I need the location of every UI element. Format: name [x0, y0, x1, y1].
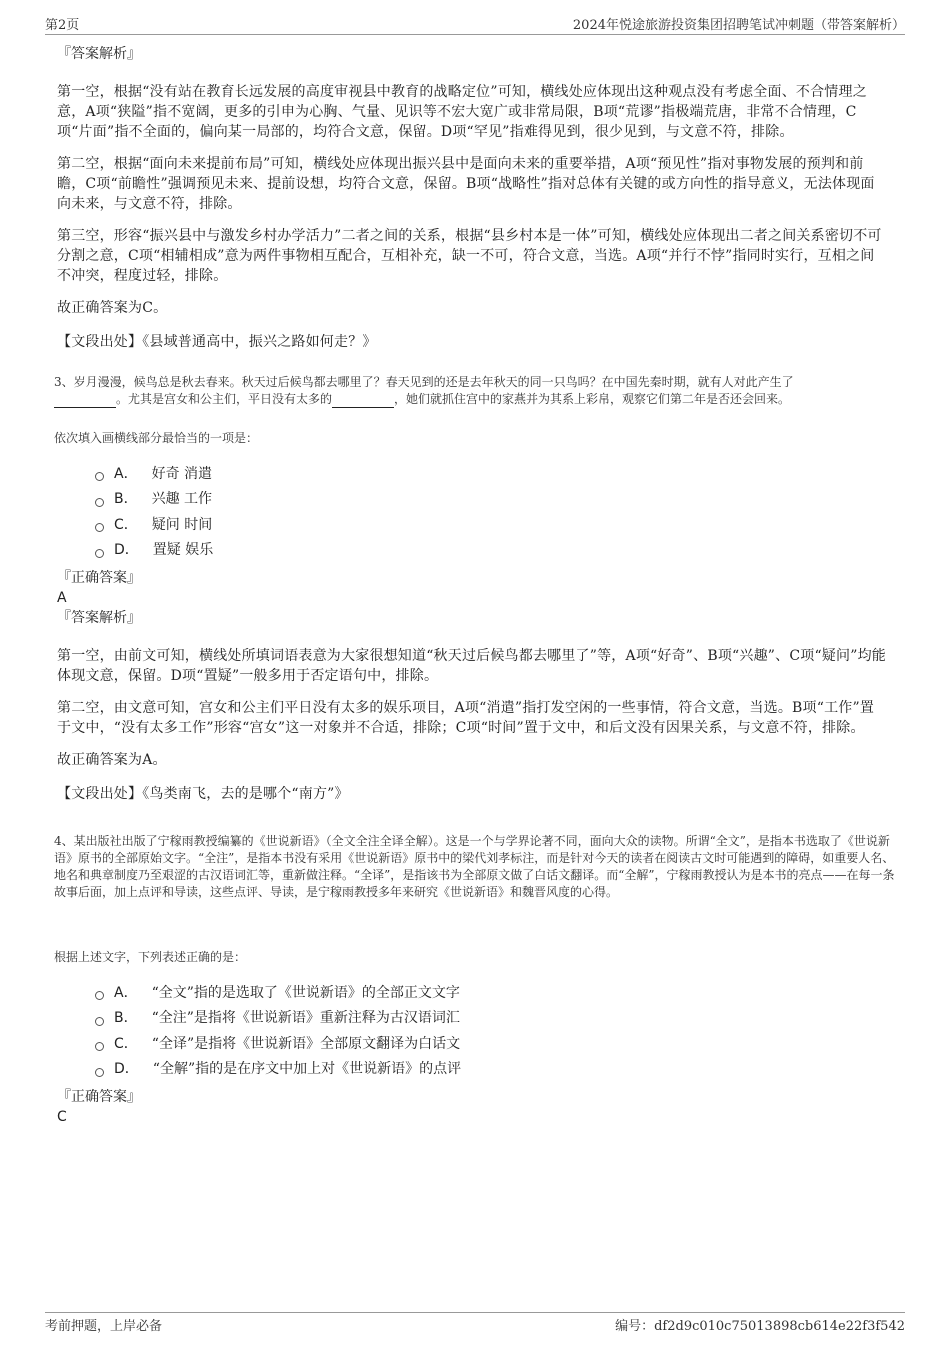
option-letter: B． [114, 1010, 138, 1027]
question-3-options [95, 461, 213, 563]
option-b[interactable] [95, 487, 213, 513]
document-title: 2024年悦途旅游投资集团招聘笔试冲刺题（带答案解析） [572, 18, 905, 33]
option-text: 兴趣 工作 [151, 491, 213, 508]
radio-icon[interactable] [95, 549, 104, 558]
page-number: 第2页 [45, 18, 80, 33]
radio-icon[interactable] [95, 523, 104, 532]
answer-label: 『正确答案』 [57, 1089, 141, 1105]
question-3-answer [57, 568, 887, 804]
option-a[interactable] [95, 980, 461, 1006]
analysis-label: 『答案解析』 [57, 46, 141, 62]
question-number: 3、 [54, 375, 74, 389]
option-text: 置疑 娱乐 [152, 542, 214, 559]
question-text: 岁月漫漫，候鸟总是秋去春来。秋天过后候鸟都去哪里了？春天见到的还是去年秋天的同一只鸟吗？在中国先秦时期，就有人对此产生了 [73, 375, 794, 389]
option-a[interactable] [95, 461, 213, 487]
option-text: “全解”指的是在序文中加上对《世说新语》的点评 [152, 1061, 462, 1078]
analysis-label: 『答案解析』 [57, 610, 141, 626]
q2-analysis [57, 44, 883, 352]
source-citation: 【文段出处】《鸟类南飞，去的是哪个“南方”》 [57, 786, 349, 802]
question-instruction: 依次填入画横线部分最恰当的一项是： [54, 431, 259, 445]
option-d[interactable] [95, 1057, 461, 1083]
analysis-paragraph: 第三空，形容“振兴县中与激发乡村办学活力”二者之间的关系，根据“县乡村本是一体”可知，横线处应体现出二者之间关系密切不可分割之意，C项“相辅相成”意为两件事物相互配合，互相补充，缺一不可，符合文意，当选。A项“并行不悖”指同时实行，互相之间不冲突，程度过轻，排除。 [57, 228, 882, 284]
correct-answer: C [57, 1109, 67, 1125]
option-text: “全文”指的是选取了《世说新语》的全部正文文字 [151, 984, 460, 1001]
option-b[interactable] [95, 1006, 461, 1032]
conclusion: 故正确答案为C。 [57, 300, 168, 316]
option-letter: D． [114, 1061, 139, 1078]
radio-icon[interactable] [95, 1068, 104, 1077]
radio-icon[interactable] [95, 991, 104, 1000]
blank-line [332, 395, 394, 408]
option-text: “全译”是指将《世说新语》全部原文翻译为白话文 [151, 1035, 461, 1052]
question-text: 4、某出版社出版了宁稼雨教授编纂的《世说新语》（全文全注全译全解）。这是一个与学界论著不同，面向大众的读物。所谓“全文”，是指本书选取了《世说新语》原书的全部原始文字。“全注”，是指本书没有采用《世说新语》原书中的梁代刘孝标注，而是针对今天的读者在阅读古文时可能遇到的障碍，如重要人名、地名和典章制度乃至艰涩的古汉语词汇等，重新做注释。“全译”，是指该书为全部原文做了白话文翻译。而“全解”，宁稼雨教授认为是本书的亮点——在每一条故事后面，加上点评和导读，这些点评、导读，是宁稼雨教授多年来研究《世说新语》和魏晋风度的心得。 [54, 834, 895, 899]
radio-icon[interactable] [95, 1042, 104, 1051]
radio-icon[interactable] [95, 1017, 104, 1026]
answer-label: 『正确答案』 [57, 570, 141, 586]
option-text: 好奇 消遣 [151, 465, 213, 482]
radio-icon[interactable] [95, 498, 104, 507]
radio-icon[interactable] [95, 472, 104, 481]
footer-slogan: 考前押题，上岸必备 [45, 1319, 163, 1334]
analysis-paragraph: 第一空，根据“没有站在教育长远发展的高度审视县中教育的战略定位”可知，横线处应体现出这种观点没有考虑全面、不合情理之意，A项“狭隘”指不宽阔，更多的引申为心胸、气量、见识等不宏大宽广或非常局限，B项“荒谬”指极端荒唐，非常不合情理，C项“片面”指不全面的，偏向某一局部的，均符合文意，保留。D项“罕见”指难得见到，很少见到，与文意不符，排除。 [57, 84, 867, 140]
source-citation: 【文段出处】《县域普通高中，振兴之路如何走？》 [57, 334, 377, 350]
option-letter: C． [114, 516, 138, 533]
question-4-options [95, 980, 461, 1082]
question-instruction: 根据上述文字，下列表述正确的是： [54, 950, 247, 964]
question-4-answer [57, 1087, 887, 1127]
analysis-paragraph: 第二空，由文意可知，宫女和公主们平日没有太多的娱乐项目，A项“消遣”指打发空闲的一些事情，符合文意，当选。B项“工作”置于文中，“没有太多工作”形容“宫女”这一对象并不合适，排除；C项“时间”置于文中，和后文没有因果关系，与文意不符，排除。 [57, 700, 875, 736]
option-text: “全注”是指将《世说新语》重新注释为古汉语词汇 [151, 1010, 460, 1027]
document-id: 编号：df2d9c010c75013898cb614e22f3f542 [615, 1319, 905, 1334]
question-text: ，她们就抓住宫中的家燕并为其系上彩帛，观察它们第二年是否还会回来。 [394, 392, 791, 406]
page-header [45, 14, 905, 35]
option-letter: D． [114, 542, 139, 559]
option-letter: B． [114, 491, 138, 508]
option-d[interactable] [95, 538, 213, 564]
question-3-text [54, 374, 899, 408]
option-text: 疑问 时间 [151, 516, 213, 533]
option-letter: A． [114, 465, 138, 482]
correct-answer: A [57, 590, 67, 606]
analysis-paragraph: 第二空，根据“面向未来提前布局”可知，横线处应体现出振兴县中是面向未来的重要举措，A项“预见性”指对事物发展的预判和前瞻，C项“前瞻性”强调预见未来、提前设想，均符合文意，保留。B项“战略性”指对总体有关键的或方向性的指导意义，无法体现面向未来，与文意不符，排除。 [57, 156, 875, 212]
option-letter: A． [114, 984, 138, 1001]
conclusion: 故正确答案为A。 [57, 752, 167, 768]
question-4-text [54, 833, 899, 901]
analysis-paragraph: 第一空，由前文可知，横线处所填词语表意为大家很想知道“秋天过后候鸟都去哪里了”等，A项“好奇”、B项“兴趣”、C项“疑问”均能体现文意，保留。D项“置疑”一般多用于否定语句中，排除。 [57, 648, 886, 684]
page-footer [45, 1312, 905, 1335]
blank-line [54, 395, 116, 408]
option-c[interactable] [95, 512, 213, 538]
option-letter: C． [114, 1035, 138, 1052]
option-c[interactable] [95, 1031, 461, 1057]
question-text: 。尤其是宫女和公主们，平日没有太多的 [116, 392, 333, 406]
